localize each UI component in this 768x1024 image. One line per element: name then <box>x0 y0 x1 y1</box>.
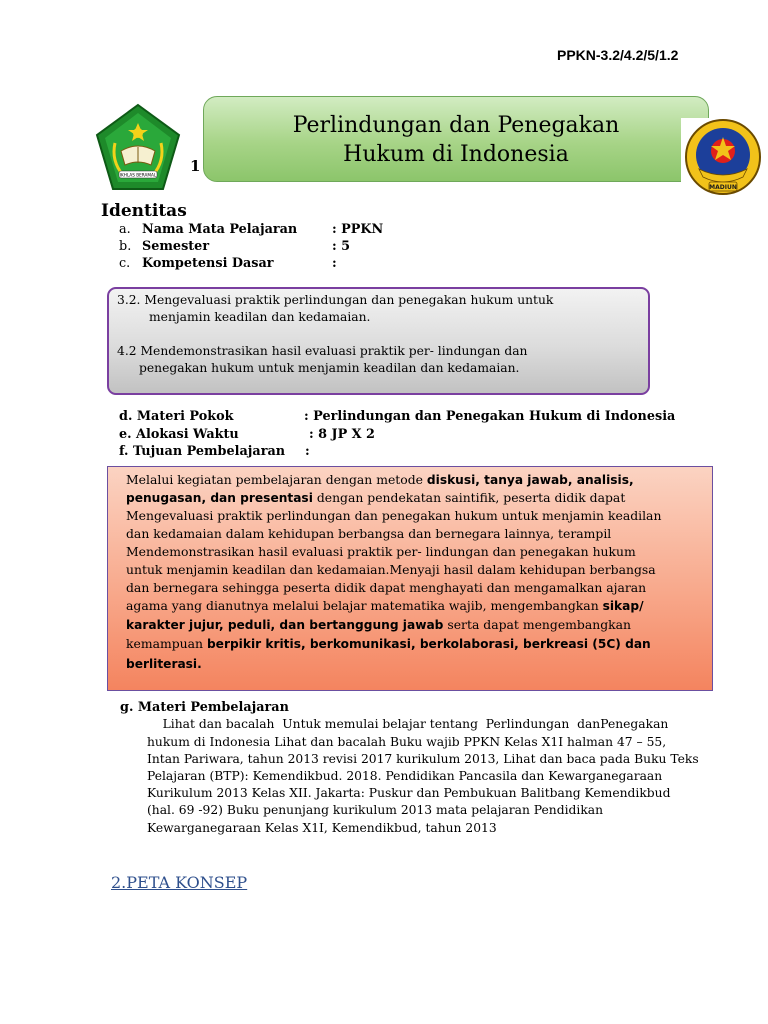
tujuan-bold-text: karakter jujur, peduli, dan bertanggung jawab <box>126 618 444 632</box>
svg-text:IKHLAS BERAMAL: IKHLAS BERAMAL <box>119 172 157 178</box>
tujuan-text: kemampuan <box>126 636 207 651</box>
tujuan-pembelajaran-row <box>119 444 310 459</box>
row-marker: b. <box>119 239 132 254</box>
materi-line: Intan Pariwara, tahun 2013 revisi 2017 kurikulum 2013, Lihat dan baca pada Buku Teks <box>147 752 699 766</box>
tujuan-line <box>126 597 644 615</box>
materi-pokok-label: d. Materi Pokok <box>119 409 234 424</box>
materi-line: hukum di Indonesia Lihat dan bacalah Buku wajib PPKN Kelas X1I halman 47 – 55, <box>147 735 667 749</box>
materi-line: Kewarganegaraan Kelas X1I, Kemendikbud, tahun 2013 <box>147 821 497 835</box>
tujuan-line: dan bernegara sehingga peserta didik dapat menghayati dan mengamalkan ajaran <box>126 580 647 595</box>
row-marker: c. <box>119 256 131 271</box>
tujuan-line <box>126 616 631 634</box>
madiun-school-logo <box>683 119 763 197</box>
tujuan-line: Mengevaluasi praktik perlindungan dan penegakan hukum untuk menjamin keadilan <box>126 508 662 523</box>
alokasi-waktu-value: : 8 JP X 2 <box>309 427 375 442</box>
row-value: : <box>332 256 337 271</box>
document-code: PPKN-3.2/4.2/5/1.2 <box>557 47 679 63</box>
tujuan-bold-text: diskusi, tanya jawab, analisis, <box>426 473 634 487</box>
tujuan-text: Melalui kegiatan pembelajaran dengan metode <box>126 472 427 487</box>
kd-3-2-line-1: 3.2. Mengevaluasi praktik perlindungan dan penegakan hukum untuk <box>117 293 554 307</box>
row-label: Kompetensi Dasar <box>142 256 274 271</box>
peta-konsep-heading: 2.PETA KONSEP <box>111 873 248 892</box>
row-value: : PPKN <box>332 222 384 237</box>
materi-pokok-row <box>119 409 676 424</box>
tujuan-text: agama yang dianutnya melalui belajar matematika wajib, mengembangkan <box>126 598 603 613</box>
tujuan-line: untuk menjamin keadilan dan kedamaian.Menyaji hasil dalam kehidupan berbangsa <box>126 562 656 577</box>
identitas-heading: Identitas <box>101 201 187 221</box>
identitas-row <box>119 239 351 254</box>
tujuan-pembelajaran-label: f. Tujuan Pembelajaran <box>119 444 286 459</box>
identitas-row <box>119 256 337 271</box>
tujuan-bold-text: sikap/ <box>602 599 644 613</box>
title-line-2: Hukum di Indonesia <box>343 142 569 167</box>
row-label: Nama Mata Pelajaran <box>142 222 298 237</box>
materi-line: Pelajaran (BTP): Kemendikbud. 2018. Pendidikan Pancasila dan Kewarganegaraan <box>147 769 663 783</box>
kd-3-2-line-2: menjamin keadilan dan kedamaian. <box>149 310 371 324</box>
materi-pokok-value: : Perlindungan dan Penegakan Hukum di Indonesia <box>304 409 676 424</box>
kd-4-2-line-1: 4.2 Mendemonstrasikan hasil evaluasi praktik per- lindungan dan <box>117 344 528 358</box>
logo-right-label: MADIUN <box>709 184 737 191</box>
page-title <box>203 111 709 169</box>
materi-line: (hal. 69 -92) Buku penunjang kurikulum 2013 mata pelajaran Pendidikan <box>147 803 604 817</box>
identitas-row <box>119 222 384 237</box>
tujuan-line <box>126 635 651 653</box>
tujuan-text: dengan pendekatan saintifik, peserta didik dapat <box>312 490 626 505</box>
materi-line: Kurikulum 2013 Kelas XII. Jakarta: Puskur dan Pembukuan Balitbang Kemendikbud <box>147 786 671 800</box>
kd-4-2-line-2: penegakan hukum untuk menjamin keadilan dan kedamaian. <box>139 361 520 375</box>
tujuan-pembelajaran-colon: : <box>305 444 310 459</box>
tujuan-line <box>126 655 202 673</box>
materi-line: Lihat dan bacalah Untuk memulai belajar tentang Perlindungan danPenegakan <box>147 717 669 731</box>
tujuan-line <box>126 489 625 507</box>
row-marker: a. <box>119 222 131 237</box>
tujuan-line <box>126 471 634 489</box>
tujuan-bold-text: penugasan, dan presentasi <box>126 491 313 505</box>
title-line-1: Perlindungan dan Penegakan <box>292 113 620 138</box>
alokasi-waktu-row <box>119 427 375 442</box>
row-value: : 5 <box>332 239 351 254</box>
kemenag-logo <box>95 103 181 193</box>
row-label: Semester <box>142 239 210 254</box>
section-number: 1 <box>190 157 201 175</box>
tujuan-bold-text: berliterasi. <box>126 657 202 671</box>
materi-pembelajaran-heading: g. Materi Pembelajaran <box>120 700 289 715</box>
tujuan-bold-text: berpikir kritis, berkomunikasi, berkolaborasi, berkreasi (5C) dan <box>206 637 651 651</box>
tujuan-line: dan kedamaian dalam kehidupan berbangsa dan bernegara lainnya, terampil <box>126 526 612 541</box>
alokasi-waktu-label: e. Alokasi Waktu <box>119 427 239 442</box>
tujuan-line: Mendemonstrasikan hasil evaluasi praktik per- lindungan dan penegakan hukum <box>126 544 636 559</box>
tujuan-text: serta dapat mengembangkan <box>443 617 632 632</box>
